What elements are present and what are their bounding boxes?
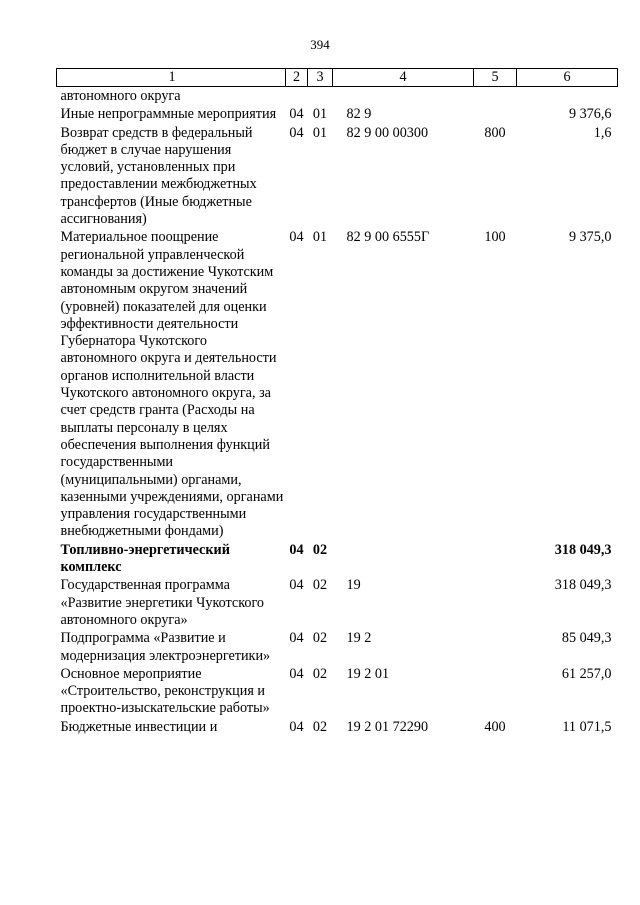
row-amount: 318 049,3 bbox=[554, 541, 612, 558]
row-expense-type: 100 bbox=[484, 229, 506, 246]
row-name: Топливно-энергетический комплекс bbox=[60, 541, 230, 576]
row-subsection: 02 bbox=[312, 630, 328, 647]
column-header-3: 3 bbox=[308, 69, 333, 87]
row-amount: 9 375,0 bbox=[568, 229, 612, 246]
column-header-1: 1 bbox=[57, 69, 286, 87]
row-amount bbox=[517, 87, 618, 106]
row-section: 04 bbox=[289, 718, 304, 735]
row-amount: 9 376,6 bbox=[568, 106, 612, 123]
row-amount: 61 257,0 bbox=[561, 665, 612, 682]
row-name: Государственная программа «Развитие энергетики Чукотского автономного округа» bbox=[60, 577, 265, 628]
row-target-code: 19 bbox=[346, 577, 361, 594]
row-section: 04 bbox=[289, 106, 304, 123]
row-subsection: 01 bbox=[312, 106, 328, 123]
row-name: Основное мероприятие «Строительство, реконструкция и проектно-изыскательские работы» bbox=[60, 665, 270, 717]
row-name: Материальное поощрение региональной управленческой команды за достижение Чукотским автономным округом значений (уровней) показателей для оценки эффективности деятельности Губернатора Чукотского автономного округа и деятельности органов исполнительной власти Чукотского автономного округа, за счет средств гранта (Расходы на выплаты персоналу в целях обеспечения выполнения функций государственными (муниципальными) органами, казенными учреждениями, органами управления государственными внебюджетными фондами) bbox=[60, 229, 284, 540]
row-name: Бюджетные инвестиции и bbox=[60, 718, 218, 735]
row-target-code: 19 2 01 bbox=[346, 665, 390, 682]
row-expense-type: 800 bbox=[484, 124, 506, 141]
page-number: 394 bbox=[310, 37, 330, 52]
row-target-code: 82 9 bbox=[346, 106, 372, 123]
row-section: 04 bbox=[289, 541, 304, 558]
row-expense-type bbox=[474, 105, 517, 123]
row-subsection: 02 bbox=[312, 577, 328, 594]
row-target-code: 82 9 00 6555Г bbox=[346, 229, 430, 246]
table-row bbox=[57, 228, 618, 540]
row-expense-type bbox=[474, 87, 517, 106]
row-amount: 85 049,3 bbox=[561, 630, 612, 647]
row-target-code: 82 9 00 00300 bbox=[346, 124, 429, 141]
row-name: Иные непрограммные мероприятия bbox=[60, 106, 277, 123]
row-expense-type: 400 bbox=[484, 718, 506, 735]
table-row bbox=[57, 576, 618, 629]
table-row bbox=[57, 541, 618, 577]
row-subsection: 01 bbox=[312, 124, 328, 141]
row-expense-type bbox=[474, 665, 517, 718]
row-amount: 11 071,5 bbox=[562, 718, 612, 735]
table-row bbox=[57, 718, 618, 736]
row-section: 04 bbox=[289, 577, 304, 594]
table-row bbox=[57, 87, 618, 106]
budget-table bbox=[56, 68, 618, 736]
row-amount: 1,6 bbox=[593, 124, 612, 141]
row-target-code: 19 2 01 72290 bbox=[346, 718, 429, 735]
row-section: 04 bbox=[289, 630, 304, 647]
row-section: 04 bbox=[289, 665, 304, 682]
row-target-code bbox=[333, 541, 474, 577]
row-name: Подпрограмма «Развитие и модернизация электроэнергетики» bbox=[60, 630, 271, 664]
row-subsection: 01 bbox=[312, 229, 328, 246]
row-target-code: 19 2 bbox=[346, 630, 372, 647]
row-subsection: 02 bbox=[312, 718, 328, 735]
row-section bbox=[286, 87, 308, 106]
row-name: Возврат средств в федеральный бюджет в случае нарушения условий, установленных при предоставлении межбюджетных трансфертов (Иные бюджетные ассигнования) bbox=[60, 124, 257, 228]
column-header-6: 6 bbox=[517, 69, 618, 87]
row-expense-type bbox=[474, 541, 517, 577]
row-subsection: 02 bbox=[312, 541, 328, 558]
table-row bbox=[57, 665, 618, 718]
row-target-code bbox=[333, 87, 474, 106]
row-name: автономного округа bbox=[60, 88, 181, 104]
column-header-4: 4 bbox=[333, 69, 474, 87]
row-amount: 318 049,3 bbox=[554, 577, 612, 594]
row-subsection: 02 bbox=[312, 665, 328, 682]
column-header-2: 2 bbox=[286, 69, 308, 87]
table-row bbox=[57, 629, 618, 665]
row-section: 04 bbox=[289, 124, 304, 141]
row-expense-type bbox=[474, 629, 517, 665]
row-expense-type bbox=[474, 576, 517, 629]
row-subsection bbox=[308, 87, 333, 106]
table-row bbox=[57, 105, 618, 123]
table-header-row bbox=[57, 69, 618, 87]
column-header-5: 5 bbox=[474, 69, 517, 87]
row-section: 04 bbox=[289, 229, 304, 246]
table-row bbox=[57, 124, 618, 229]
